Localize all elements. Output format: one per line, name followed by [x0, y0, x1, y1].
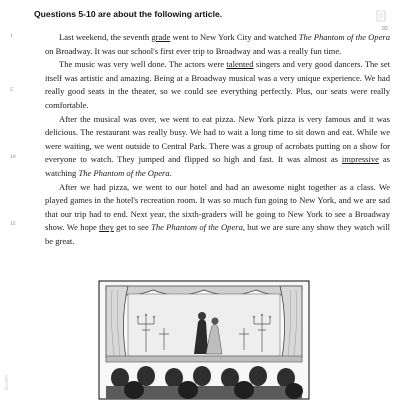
text-run: , but we are sure any show they watch will be great.: [45, 222, 390, 246]
text-run: singers and very good dancers. The set itself was artistic and amazing. Being at a Broadway musical was a very unique experience. We had really good seats in the theater, so we could see everything perfectly. Plus, our seats were really comfortable.: [45, 59, 390, 110]
underlined-word: grade: [151, 32, 171, 42]
article-paragraph: [45, 113, 390, 181]
text-run: Last weekend, the seventh: [59, 32, 152, 42]
side-watermark-text: st.com: [4, 375, 10, 390]
line-number: 15: [10, 221, 16, 227]
article-body: [45, 31, 390, 249]
text-run: as watching: [45, 154, 390, 178]
text-run: get to see: [113, 222, 152, 233]
underlined-word: they: [99, 222, 114, 233]
text-run: After we had pizza, we went to our hotel and had an awesome night together as a class. We played games in the hotel's recreation room. It was so much fun going to New York, and we are sad that our trip had to end. Next year, the sixth-graders will be going to New York to see a Broadway show. We hope: [45, 181, 390, 233]
page-number: 92: [381, 26, 388, 32]
text-run: The music was very well done. The actors were: [59, 59, 227, 70]
text-run: After the musical was over, we went to eat pizza. New York pizza is very famous and it was delicious. The restaurant was really busy. We had to wait a long time to sit down and eat. While we were waiting, we went outside to Central Park. There was a group of acrobats putting on a show for everyone to watch. They jumped and flipped so high and fast. It was almost as: [45, 113, 390, 165]
line-number: 5: [10, 87, 13, 93]
underlined-word: talented: [226, 59, 254, 70]
italic-title: The Phantom of the Opera: [151, 222, 243, 233]
article-paragraph: [45, 31, 390, 58]
article-paragraph: [45, 58, 390, 112]
page-corner-icon: [376, 10, 386, 22]
text-run: .: [169, 167, 172, 178]
italic-title: The Phantom of the Opera: [298, 32, 390, 42]
text-run: on Broadway. It was our school's first ever trip to Broadway and was a really fun time.: [45, 45, 342, 56]
underlined-word: impressive: [341, 154, 379, 165]
italic-title: The Phantom of the Opera: [78, 167, 170, 178]
text-run: went to New York City and watched: [170, 32, 299, 42]
article-paragraph: [45, 181, 390, 249]
questions-heading: Questions 5-10 are about the following article.: [34, 9, 223, 19]
line-number: 10: [10, 154, 16, 160]
line-number: 1: [10, 33, 13, 39]
theater-audience-illustration: [98, 280, 310, 400]
